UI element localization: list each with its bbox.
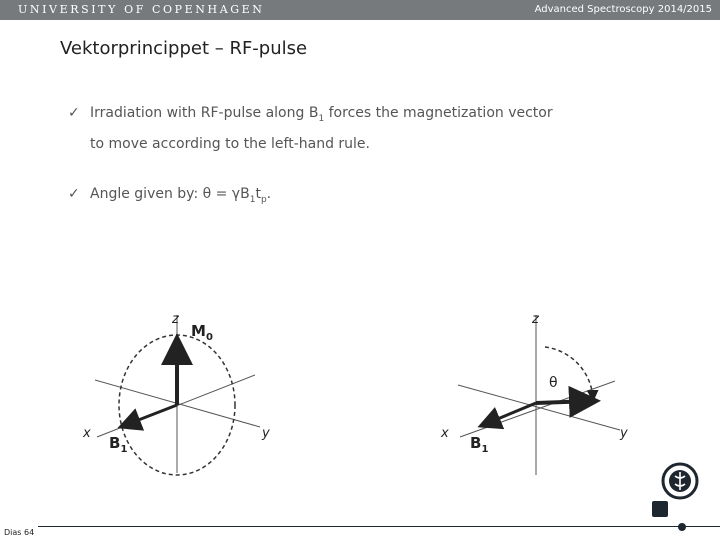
footer-square-icon	[652, 501, 668, 517]
theta-label: θ	[549, 375, 558, 391]
bullet-text-2: Angle given by: $\theta = \gamma B_1t_p$.	[90, 186, 272, 205]
z-label-right: z	[532, 312, 539, 327]
x-label-right: x	[441, 426, 449, 441]
x-axis-right	[460, 381, 615, 437]
rotated-m-arrow	[536, 401, 593, 403]
slide-title: Vektorprincippet – RF-pulse	[60, 38, 308, 59]
footer-divider	[38, 526, 720, 527]
x-label-left: x	[83, 426, 91, 441]
b1-arrow-left	[123, 405, 177, 426]
y-label-left: y	[262, 426, 270, 441]
university-seal-icon	[656, 462, 704, 500]
b1-arrow-right	[483, 403, 536, 425]
b1-label-left: $B_1$	[109, 434, 128, 455]
university-name: UNIVERSITY OF COPENHAGEN	[18, 3, 265, 16]
course-title: Advanced Spectroscopy 2014/2015	[534, 4, 712, 15]
y-label-right: y	[620, 426, 628, 441]
m0-label: $M_0$	[191, 322, 213, 343]
check-icon: ✓	[68, 186, 80, 202]
b1-label-right: $B_1$	[470, 434, 489, 455]
diagram-before-pulse	[82, 312, 270, 475]
bullet-text-1-continued: to move according to the left-hand rule.	[90, 136, 370, 152]
z-label-left: z	[172, 312, 179, 327]
header-bar	[0, 0, 720, 20]
y-axis-right	[458, 385, 620, 430]
slide-number: Dias 64	[4, 528, 35, 537]
diagram-after-pulse	[440, 312, 628, 475]
vector-diagram	[75, 305, 665, 505]
check-icon: ✓	[68, 105, 80, 121]
bullet-text-1: Irradiation with RF-pulse along $B_1$ forces the magnetization vector	[90, 105, 553, 124]
footer-dot-icon	[678, 523, 686, 531]
